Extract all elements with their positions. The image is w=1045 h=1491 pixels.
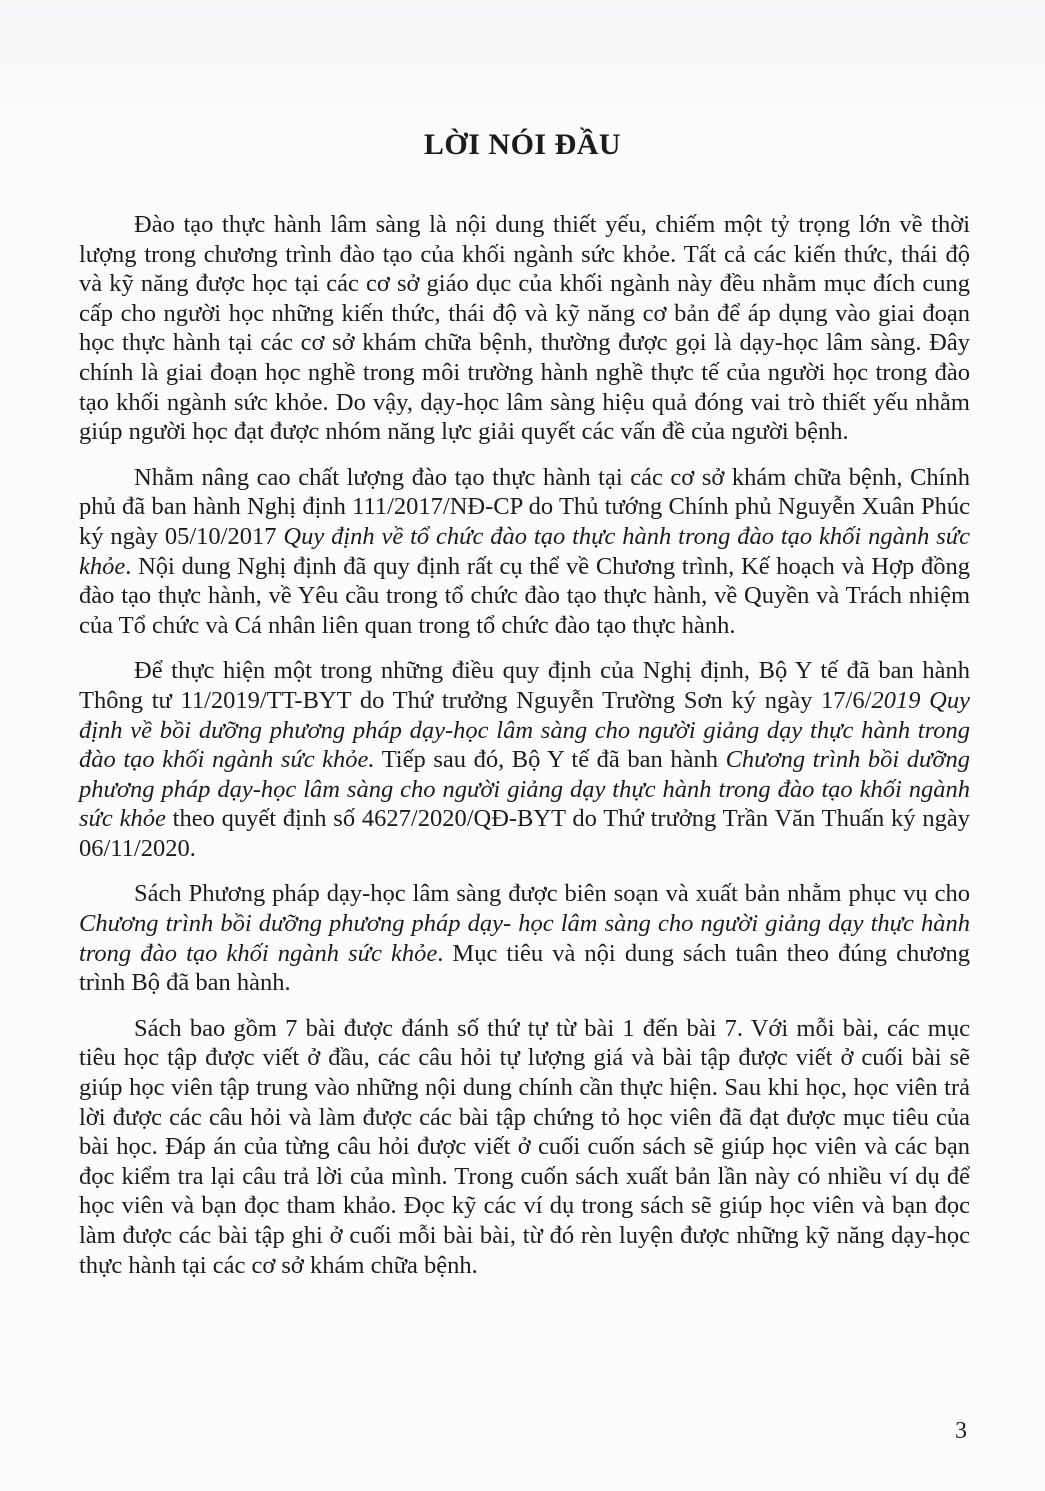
paragraph-3-program-title: Chương trình bồi dưỡng phương pháp dạy-học lâm sàng cho người giảng dạy thực hành trong đào tạo khối ngành sức khỏe: [79, 746, 970, 833]
paragraph-3-text-c: theo quyết định số 4627/2020/QĐ-BYT do Thứ trưởng Trần Văn Thuấn ký ngày 06/11/2020.: [79, 805, 970, 862]
paragraph-2: [79, 463, 970, 641]
paragraph-3-text-a: Để thực hiện một trong những điều quy định của Nghị định, Bộ Y tế đã ban hành Thông tư 11/2019/TT-BYT do Thứ trưởng Nguyễn Trường Sơn ký ngày 17/6/: [79, 657, 970, 714]
paragraph-4-text-b: . Mục tiêu và nội dung sách tuân theo đúng chương trình Bộ đã ban hành.: [79, 939, 970, 997]
paragraph-1-text: Đào tạo thực hành lâm sàng là nội dung thiết yếu, chiếm một tỷ trọng lớn về thời lượng trong chương trình đào tạo của khối ngành sức khỏe. Tất cả các kiến thức, thái độ và kỹ năng được học tại các cơ sở giáo dục của khối ngành này đều nhằm mục đích cung cấp cho người học những kiến thức, thái độ và kỹ năng cơ bản để áp dụng vào giai đoạn học thực hành tại các cơ sở khám chữa bệnh, thường được gọi là dạy-học lâm sàng. Đây chính là giai đoạn học nghề trong môi trường hành nghề thực tế của người học trong đào tạo khối ngành sức khỏe. Do vậy, dạy-học lâm sàng hiệu quả đóng vai trò thiết yếu nhằm giúp người học đạt được nhóm năng lực giải quyết các vấn đề của người bệnh.: [79, 211, 970, 446]
paragraph-1: [79, 210, 970, 447]
paragraph-3-circular-title: 2019 Quy định về bồi dưỡng phương pháp dạy-học lâm sàng cho người giảng dạy thực hành trong đào tạo khối ngành sức khỏe.: [79, 686, 970, 774]
page-number: 3: [955, 1418, 967, 1444]
paragraph-4-text-a: Sách Phương pháp dạy-học lâm sàng được biên soạn và xuất bản nhằm phục vụ cho: [134, 880, 970, 908]
paragraph-2-text-a: Nhằm nâng cao chất lượng đào tạo thực hành tại các cơ sở khám chữa bệnh, Chính phủ đã ban hành Nghị định 111/2017/NĐ-CP do Thủ tướng Chính phủ Nguyễn Xuân Phúc ký ngày 05/10/2017: [79, 463, 970, 550]
paragraph-5: [79, 1014, 970, 1280]
preface-body: [79, 210, 970, 1296]
paragraph-4: [79, 879, 970, 997]
page-title: LỜI NÓI ĐẦU: [423, 128, 622, 161]
paragraph-3-text-b: Tiếp sau đó, Bộ Y tế đã ban hành: [374, 746, 726, 774]
paragraph-2-text-b: . Nội dung Nghị định đã quy định rất cụ thể về Chương trình, Kế hoạch và Hợp đồng đào tạo thực hành, về Yêu cầu trong tổ chức đào tạo thực hành, về Quyền và Trách nhiệm của Tổ chức và Cá nhân liên quan trong tổ chức đào tạo thực hành.: [79, 552, 970, 639]
paragraph-2-decree-title: Quy định về tổ chức đào tạo thực hành trong đào tạo khối ngành sức khỏe: [79, 522, 970, 580]
paragraph-4-program-title: Chương trình bồi dưỡng phương pháp dạy- học lâm sàng cho người giảng dạy thực hành trong đào tạo khối ngành sức khỏe: [79, 910, 970, 967]
paragraph-5-text: Sách bao gồm 7 bài được đánh số thứ tự từ bài 1 đến bài 7. Với mỗi bài, các mục tiêu học tập được viết ở đầu, các câu hỏi tự lượng giá và bài tập được viết ở cuối bài sẽ giúp học viên tập trung vào những nội dung chính cần thực hiện. Sau khi học, học viên trả lời được các câu hỏi và làm được các bài tập chứng tỏ học viên đã đạt được mục tiêu của bài học. Đáp án của từng câu hỏi được viết ở cuối cuốn sách sẽ giúp học viên và các bạn đọc kiểm tra lại câu trả lời của mình. Trong cuốn sách xuất bản lần này có nhiều ví dụ để học viên và bạn đọc tham khảo. Đọc kỹ các ví dụ trong sách sẽ giúp học viên và bạn đọc làm được các bài tập ghi ở cuối mỗi bài bài, từ đó rèn luyện được những kỹ năng dạy-học thực hành tại các cơ sở khám chữa bệnh.: [79, 1014, 970, 1279]
paragraph-3: [79, 656, 970, 863]
